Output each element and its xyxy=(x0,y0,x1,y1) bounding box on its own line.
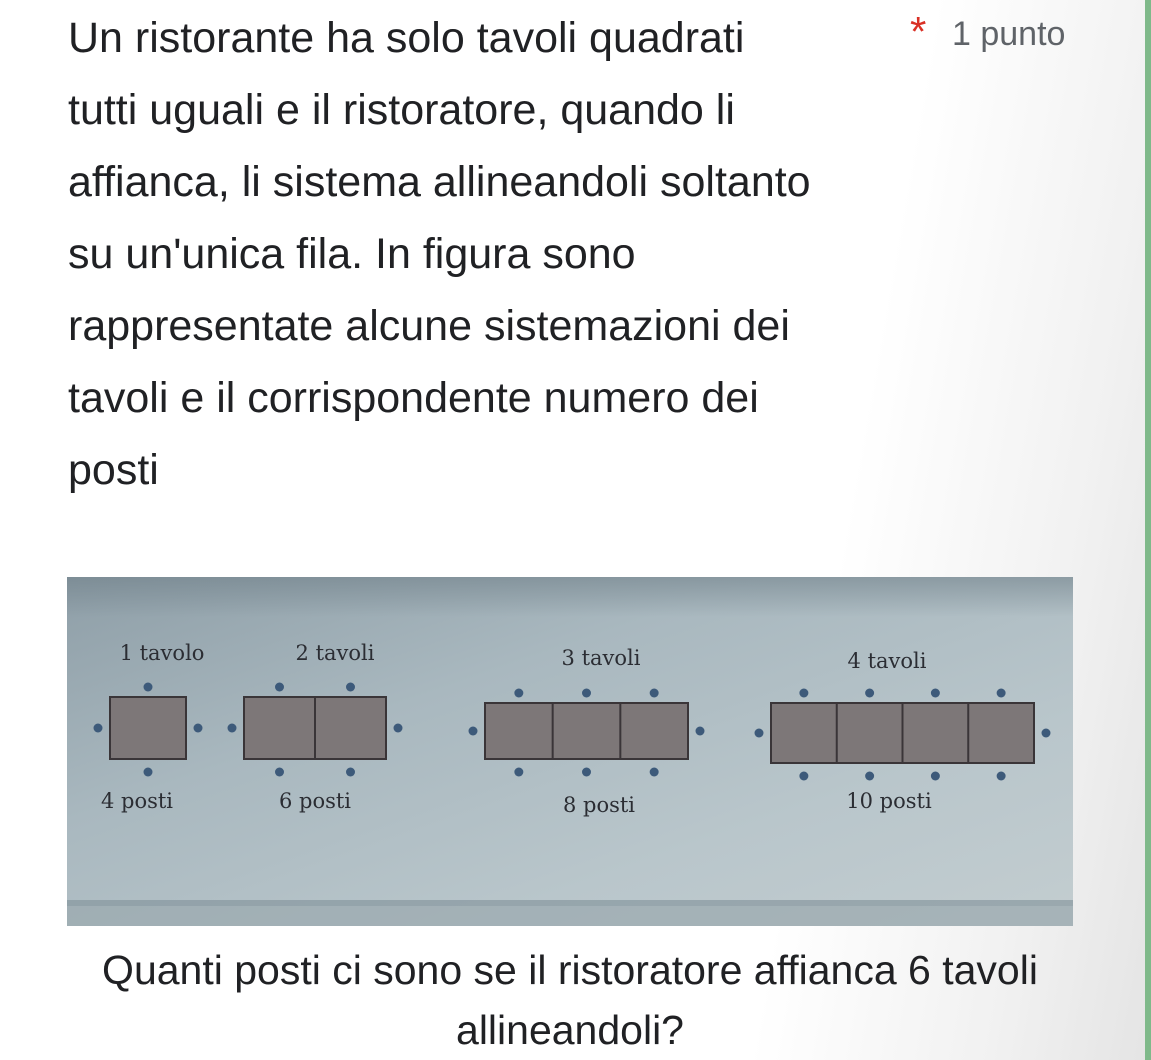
seat-dot xyxy=(799,772,808,781)
question-title: Un ristorante ha solo tavoli quadrati tutti uguali e il ristoratore, quando li affianca, li sistema allineandoli soltanto su un'unica fila. In figura sono rappresentate alcune sistemazioni dei tavoli e il corrispondente numero dei posti xyxy=(68,14,811,494)
seat-dot xyxy=(469,727,478,736)
seat-dot xyxy=(275,768,284,777)
seat-dot xyxy=(650,768,659,777)
seat-dot xyxy=(144,768,153,777)
scroll-accent-strip xyxy=(1145,0,1151,1060)
seat-dot xyxy=(582,768,591,777)
tables-figure xyxy=(67,577,1073,926)
tables-label: 1 tavolo xyxy=(119,641,205,665)
seat-dot xyxy=(514,689,523,698)
seat-dot xyxy=(997,772,1006,781)
seat-dot xyxy=(228,724,237,733)
seat-dot xyxy=(394,724,403,733)
photo-edge-band xyxy=(67,900,1073,906)
seat-dot xyxy=(94,724,103,733)
seats-label: 8 posti xyxy=(562,793,636,817)
seat-dot xyxy=(997,689,1006,698)
photo-bottom-band xyxy=(67,906,1073,926)
table-block xyxy=(485,703,688,759)
seat-dot xyxy=(1042,729,1051,738)
seat-dot xyxy=(514,768,523,777)
seat-dot xyxy=(865,689,874,698)
seat-dot xyxy=(799,689,808,698)
seat-dot xyxy=(650,689,659,698)
tables-label: 2 tavoli xyxy=(295,641,375,665)
tables-label: 4 tavoli xyxy=(847,649,927,673)
follow-up-question: Quanti posti ci sono se il ristoratore affianca 6 tavoli allineandoli? xyxy=(102,947,1038,1053)
required-marker: * xyxy=(910,8,927,55)
seat-dot xyxy=(346,768,355,777)
seat-dot xyxy=(346,683,355,692)
seat-dot xyxy=(755,729,764,738)
points-label: 1 punto xyxy=(952,15,1066,53)
photo-shadow xyxy=(67,577,1073,617)
seat-dot xyxy=(194,724,203,733)
seat-dot xyxy=(144,683,153,692)
seat-dot xyxy=(582,689,591,698)
table-block xyxy=(110,697,186,759)
seats-label: 6 posti xyxy=(278,789,352,813)
seat-dot xyxy=(931,689,940,698)
seats-label: 4 posti xyxy=(100,789,174,813)
tables-label: 3 tavoli xyxy=(561,646,641,670)
seat-dot xyxy=(865,772,874,781)
question-image xyxy=(67,577,1073,926)
seat-dot xyxy=(931,772,940,781)
seats-label: 10 posti xyxy=(846,789,932,813)
seat-dot xyxy=(275,683,284,692)
seat-dot xyxy=(696,727,705,736)
